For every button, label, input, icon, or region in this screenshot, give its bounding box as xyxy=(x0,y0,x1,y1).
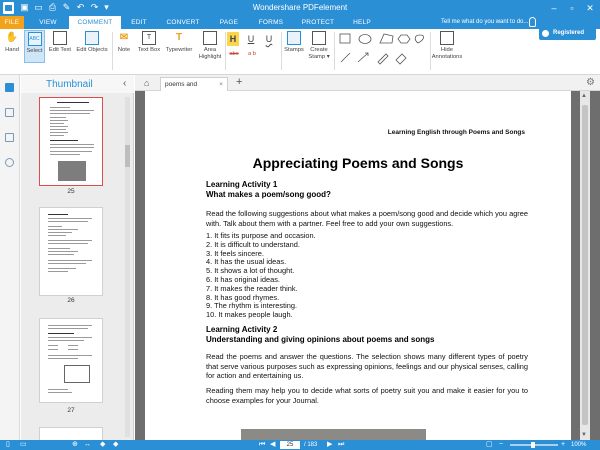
home-icon[interactable]: ⌂ xyxy=(144,78,150,88)
list-item: 4. It has the usual ideas. xyxy=(206,257,287,267)
thumbnail-scrollbar[interactable] xyxy=(125,97,130,437)
arrow-icon[interactable] xyxy=(358,53,368,62)
list-item: 6. It has original ideas. xyxy=(206,274,280,284)
thumbnail-panel xyxy=(21,75,134,440)
tab-file[interactable]: FILE xyxy=(0,16,24,29)
left-icon-rail xyxy=(0,75,20,440)
squiggly-underline-button[interactable]: U xyxy=(265,34,273,44)
thumbnail-image xyxy=(58,161,86,181)
text-box-button[interactable]: T Text Box xyxy=(136,31,162,54)
strikethrough-button[interactable]: abc xyxy=(229,51,239,57)
pdf-page[interactable] xyxy=(145,91,571,440)
title-bar xyxy=(0,0,600,16)
comment-ribbon xyxy=(0,29,600,75)
rectangle-icon[interactable] xyxy=(340,34,350,43)
page-number-label: 25 xyxy=(67,188,75,195)
underline-button[interactable]: U xyxy=(247,34,255,44)
page-title: Appreciating Poems and Songs xyxy=(252,155,464,171)
current-page-input[interactable]: 25 xyxy=(280,441,300,449)
edit-objects-button[interactable]: Edit Objects xyxy=(75,31,109,54)
two-page-icon[interactable]: ▭ xyxy=(20,441,27,448)
comment-panel-icon[interactable] xyxy=(5,133,14,142)
ribbon-tab-bar xyxy=(0,16,600,29)
hand-tool-button[interactable]: ✋ Hand xyxy=(5,32,19,53)
tab-protect[interactable]: PROTECT xyxy=(301,19,335,26)
zoom-slider-handle[interactable] xyxy=(531,442,535,448)
create-stamp-icon xyxy=(312,31,326,45)
thumbnail-header xyxy=(21,75,134,93)
first-page-icon[interactable]: ⏮ xyxy=(259,441,266,448)
redo-icon[interactable]: ↷ xyxy=(90,2,99,12)
lightbulb-icon xyxy=(529,17,536,27)
tab-forms[interactable]: FORMS xyxy=(258,19,284,26)
polygon-icon[interactable] xyxy=(380,34,393,43)
thumbnail-title: Thumbnail xyxy=(46,79,93,90)
eraser-icon[interactable] xyxy=(396,54,406,64)
select-icon: ABC xyxy=(28,32,42,46)
pencil-icon[interactable] xyxy=(378,54,388,64)
tab-page[interactable]: PAGE xyxy=(219,19,239,26)
tab-view[interactable]: VIEW xyxy=(39,19,57,26)
highlight-button[interactable]: H xyxy=(227,32,239,46)
add-tab-icon[interactable]: + xyxy=(236,76,243,88)
document-viewport xyxy=(135,91,600,440)
area-highlight-icon xyxy=(203,31,217,45)
tab-help[interactable]: HELP xyxy=(353,19,371,26)
note-button[interactable]: ✉ Note xyxy=(117,32,131,53)
list-item: 1. It fits its purpose and occasion. xyxy=(206,231,316,240)
fit-page-icon[interactable]: ▢ xyxy=(486,441,493,448)
minimize-icon[interactable]: – xyxy=(551,3,557,13)
close-icon[interactable]: ✕ xyxy=(586,3,594,13)
list-item: 2. It is difficult to understand. xyxy=(206,239,300,249)
ribbon-separator xyxy=(281,32,282,70)
list-item: 7. It makes the reader think. xyxy=(206,283,298,293)
document-tab-strip xyxy=(135,75,600,91)
zoom-in-icon[interactable]: ⊕ xyxy=(72,441,78,448)
document-tab[interactable]: poems and × xyxy=(160,77,228,91)
activity1-paragraph: Read the following suggestions about what makes a poem/song good and decide which you agree with. Talk about them with a partner. Feel free to add your own suggestions. xyxy=(206,209,528,228)
collapse-panel-icon[interactable]: ‹ xyxy=(123,78,127,89)
list-item: 8. It has good rhymes. xyxy=(206,292,280,302)
page-header: Learning English through Poems and Songs xyxy=(387,129,525,136)
stamp-icon xyxy=(287,31,301,45)
thumbnail-box xyxy=(64,365,90,383)
hide-annotations-icon xyxy=(440,31,454,45)
user-icon xyxy=(542,30,549,37)
activity2-paragraph-2: Reading them may help you to decide what sorts of poetry suit you and make it easier for you to choose examples for your Journal. xyxy=(206,386,528,405)
page-number-label: 27 xyxy=(67,407,75,414)
hand-icon: ✋ xyxy=(5,32,19,43)
edit-text-button[interactable]: Edit Text xyxy=(48,31,72,54)
activity1-label: Learning Activity 1 xyxy=(206,180,278,189)
select-tool-button[interactable]: ABC Select xyxy=(24,30,45,63)
scroll-up-icon[interactable]: ▲ xyxy=(581,93,587,99)
list-item: 5. It shows a lot of thought. xyxy=(206,266,295,276)
fit-width-icon[interactable]: ↔ xyxy=(84,441,91,448)
page-thumbnail[interactable] xyxy=(39,207,103,296)
rotate-right-icon[interactable]: ◆ xyxy=(113,441,119,448)
ellipse-icon[interactable] xyxy=(359,35,371,44)
activity1-question: What makes a poem/song good? xyxy=(206,190,331,199)
ribbon-separator xyxy=(334,32,335,70)
activity2-paragraph: Read the poems and answer the questions. The selection shows many different types of poetry that serve various purposes such as expressing opinions, feelings and our physical senses, calling for action and entertaining us. xyxy=(206,352,528,381)
rotate-icon[interactable]: ◆ xyxy=(100,441,106,448)
previous-page-icon[interactable]: ◀ xyxy=(270,441,276,448)
suggestion-list xyxy=(206,232,316,320)
undo-icon[interactable]: ↶ xyxy=(76,2,85,12)
typewriter-icon: T xyxy=(175,32,183,43)
ribbon-separator xyxy=(112,32,113,70)
search-panel-icon[interactable] xyxy=(5,158,14,167)
zoom-out-icon[interactable]: − xyxy=(499,441,504,448)
page-number-label: 26 xyxy=(67,297,75,304)
dropdown-icon[interactable]: ▾ xyxy=(104,2,109,12)
tab-convert[interactable]: CONVERT xyxy=(166,19,200,26)
area-highlight-button[interactable]: Area Highlight xyxy=(197,31,223,61)
drawing-tools xyxy=(338,32,430,68)
list-item: 3. It feels sincere. xyxy=(206,248,264,258)
replace-text-button[interactable]: a b xyxy=(247,51,257,57)
open-folder-icon[interactable]: ▭ xyxy=(34,2,43,12)
tab-comment[interactable]: COMMENT xyxy=(69,16,121,29)
single-page-icon[interactable]: ▯ xyxy=(6,441,10,448)
create-stamp-button[interactable]: Create Stamp ▾ xyxy=(307,31,331,61)
total-pages: / 183 xyxy=(304,442,318,448)
edit-text-icon xyxy=(53,31,67,45)
list-item: 10. It makes people laugh. xyxy=(206,310,293,320)
typewriter-button[interactable]: T Typewriter xyxy=(165,32,193,53)
scroll-down-icon[interactable]: ▼ xyxy=(581,432,587,438)
page-thumbnail[interactable] xyxy=(39,97,103,186)
activity2-heading: Understanding and giving opinions about poems and songs xyxy=(206,335,435,344)
scrollbar-thumb[interactable] xyxy=(582,105,588,425)
registered-badge[interactable]: Registered xyxy=(539,27,596,40)
note-icon: ✉ xyxy=(119,32,129,43)
text-box-icon: T xyxy=(142,31,156,45)
thumbnail-panel-icon[interactable] xyxy=(5,83,14,92)
hexagon-icon[interactable] xyxy=(398,35,410,43)
maximize-icon[interactable]: ▫ xyxy=(570,3,574,13)
activity2-label: Learning Activity 2 xyxy=(206,325,278,334)
close-tab-icon[interactable]: × xyxy=(219,81,223,88)
stamps-button[interactable]: Stamps xyxy=(283,31,305,54)
print-icon[interactable]: ⎙ xyxy=(48,2,57,12)
document-scrollbar[interactable] xyxy=(580,91,590,440)
page-thumbnail[interactable] xyxy=(39,318,103,403)
edit-objects-icon xyxy=(85,31,99,45)
next-page-icon[interactable]: ▶ xyxy=(327,441,333,448)
save-icon[interactable]: ▣ xyxy=(20,2,29,12)
cloud-icon[interactable] xyxy=(415,35,423,43)
last-page-icon[interactable]: ⏭ xyxy=(338,441,345,448)
window-title: Wondershare PDFelement xyxy=(252,3,348,12)
gear-icon[interactable]: ⚙ xyxy=(586,77,595,88)
zoom-level[interactable]: 100% xyxy=(571,442,587,448)
hide-annotations-button[interactable]: Hide Annotations xyxy=(431,31,463,61)
zoom-in-button[interactable]: + xyxy=(561,441,566,448)
line-icon[interactable] xyxy=(341,53,350,62)
pen-icon[interactable]: ✎ xyxy=(62,2,71,12)
tell-me-search[interactable]: Tell me what do you want to do... xyxy=(441,19,529,25)
list-item: 9. The rhythm is interesting. xyxy=(206,301,298,311)
status-bar xyxy=(0,440,600,450)
tab-edit[interactable]: EDIT xyxy=(131,19,147,26)
bookmark-panel-icon[interactable] xyxy=(5,108,14,117)
